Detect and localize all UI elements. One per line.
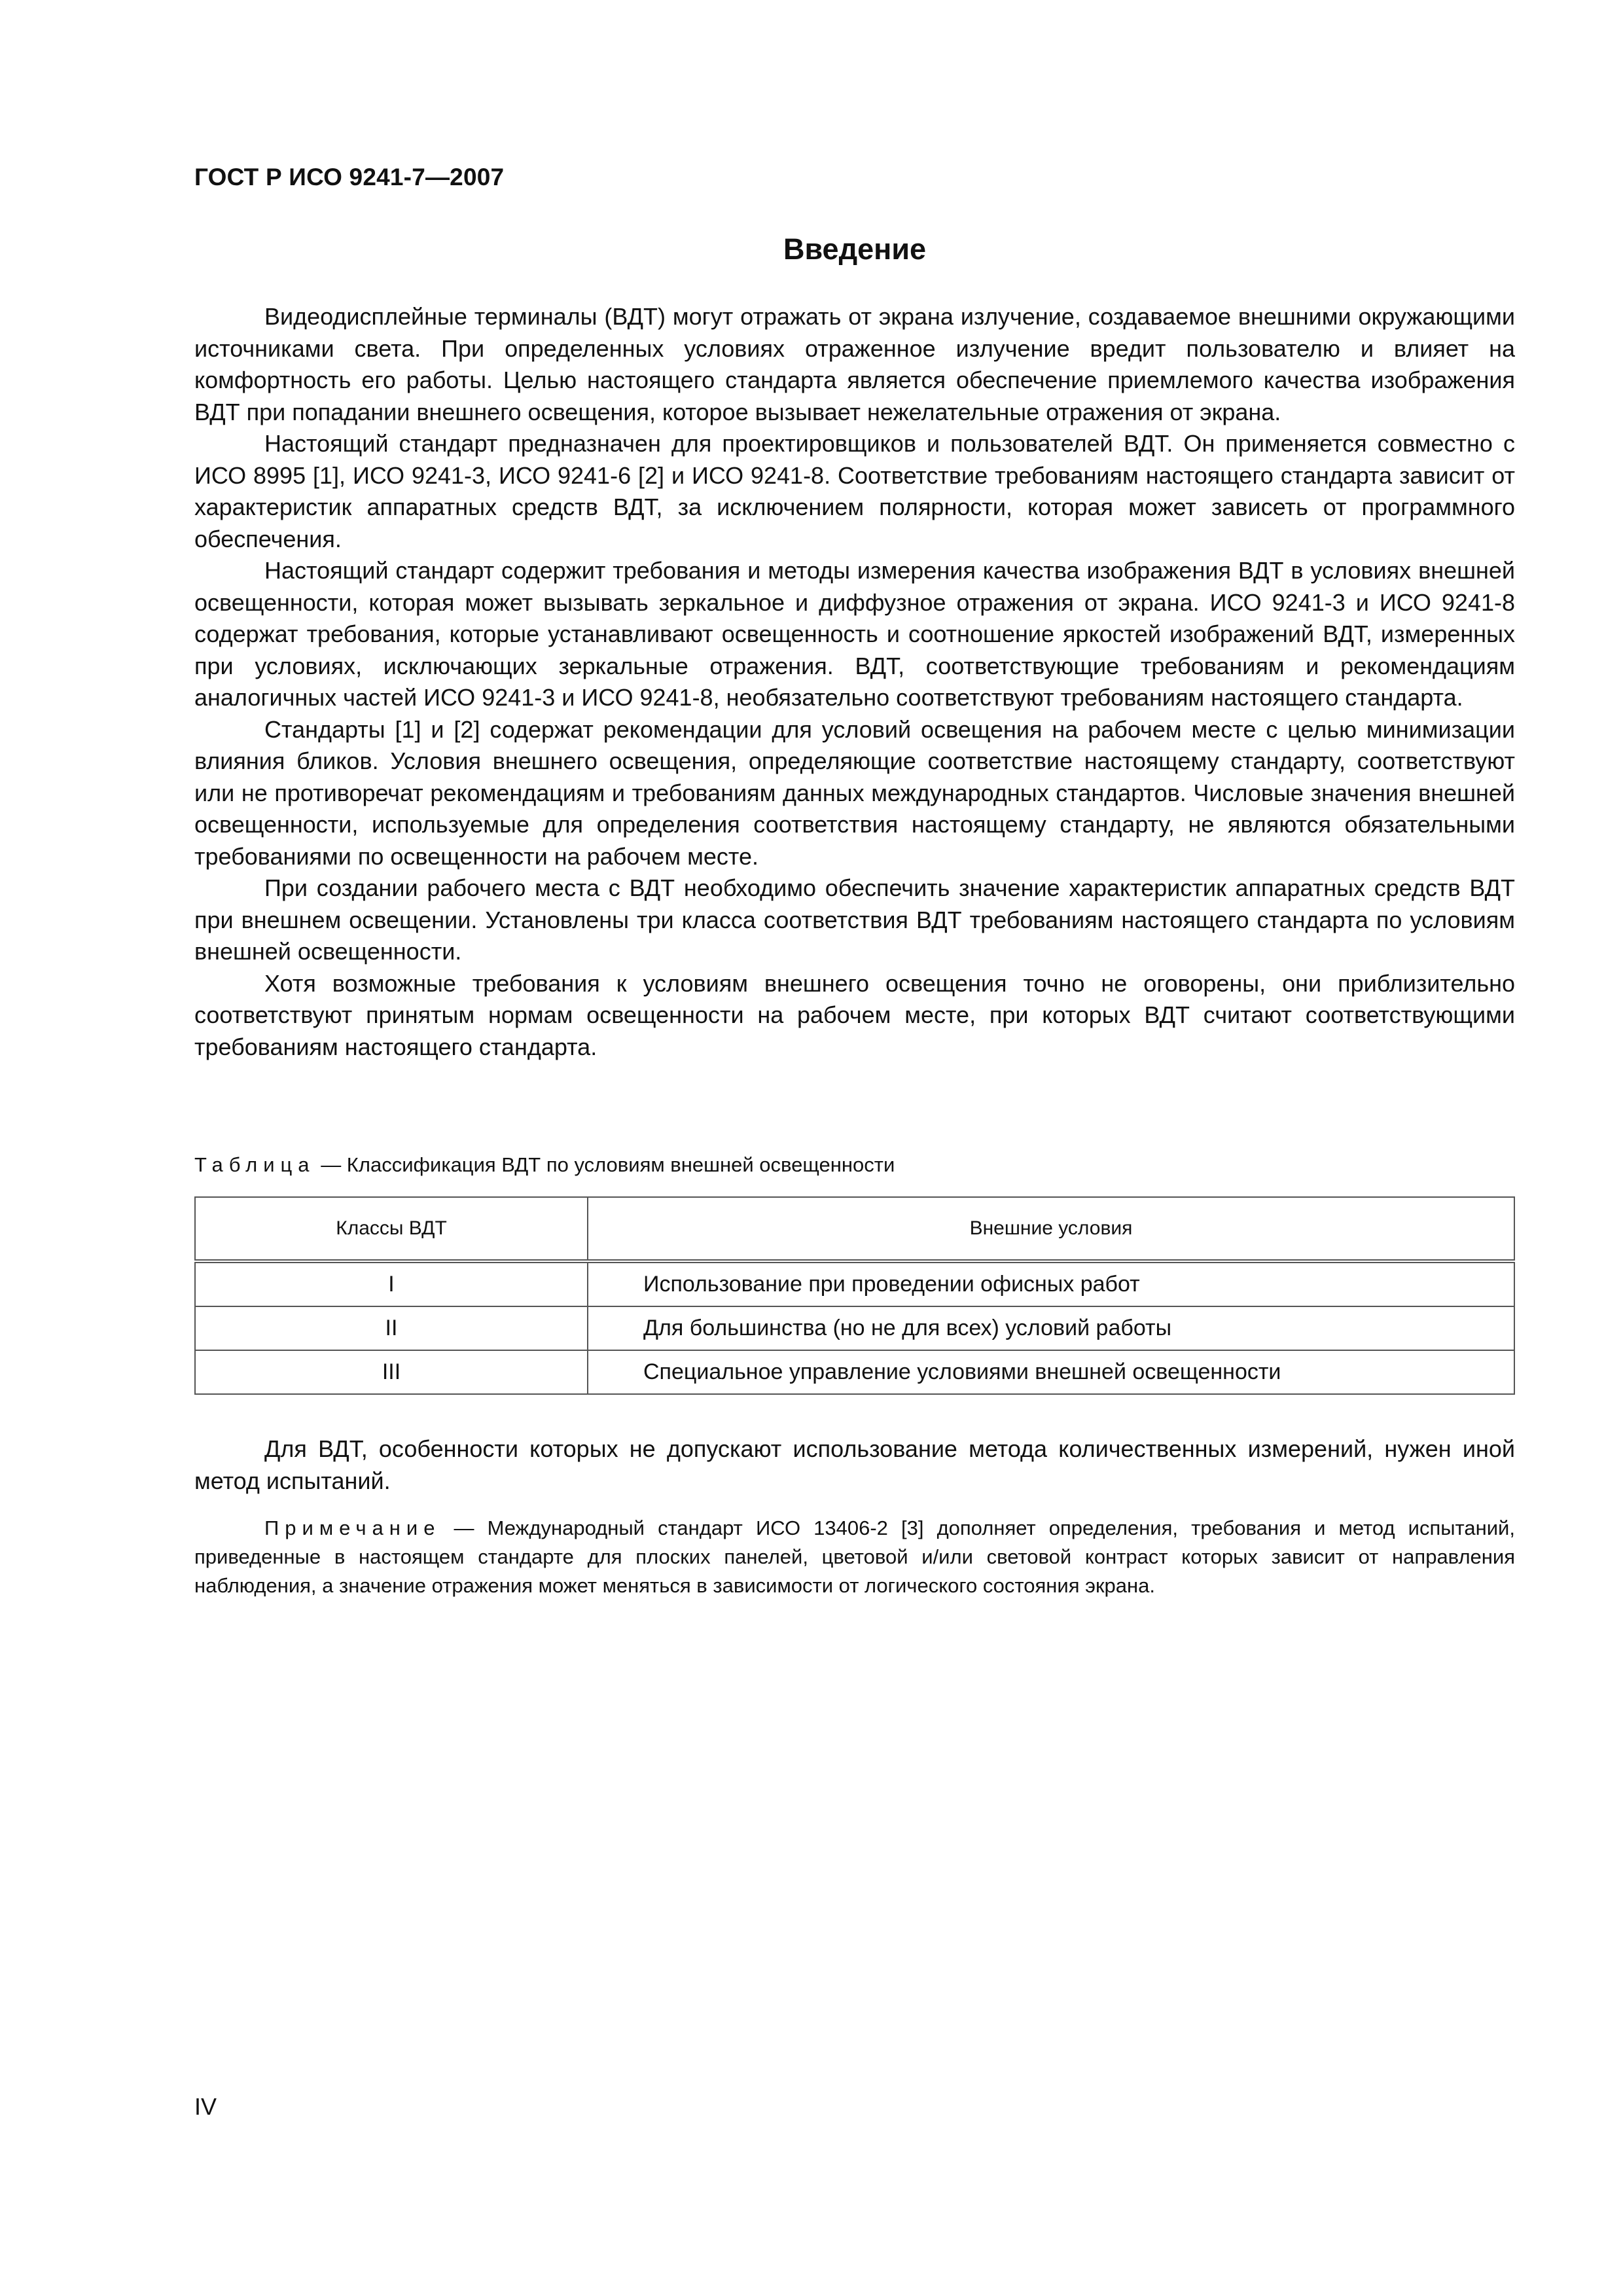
post-table-text [194,1433,1515,1497]
section-title: Введение [783,232,927,266]
column-header-conditions: Внешние условия [588,1197,1514,1261]
paragraph: Хотя возможные требования к условиям внешнего освещения точно не оговорены, они приблизительно соответствуют принятым нормам освещенности на рабочем месте, при которых ВДТ считают соответствующими требованиям настоящего стандарта. [194,969,1515,1060]
class-cell: II [195,1306,588,1350]
column-header-classes: Классы ВДТ [195,1197,588,1261]
paragraph: При создании рабочего места с ВДТ необходимо обеспечить значение характеристик аппаратных средств ВДТ при внешнем освещении. Установлены три класса соответствия ВДТ требованиям настоящего стандарта по условиям внешней освещенности. [194,874,1515,965]
table-header-row [195,1197,1514,1261]
condition-cell: Использование при проведении офисных работ [588,1261,1514,1306]
table-row [195,1306,1514,1350]
introduction-body [194,301,1515,1063]
note-paragraph [194,1514,1515,1600]
table-caption-text: — Классификация ВДТ по условиям внешней освещенности [321,1153,895,1176]
condition-cell: Специальное управление условиями внешней освещенности [588,1350,1514,1394]
table-row [195,1350,1514,1394]
table-row [195,1261,1514,1306]
class-cell: III [195,1350,588,1394]
paragraph: Стандарты [1] и [2] содержат рекомендации для условий освещения на рабочем месте с целью минимизации влияния бликов. Условия внешнего освещения, определяющие соответствие настоящему стандарту, соответствуют или не противоречат рекомендациям и требованиям данных международных стандартов. Числовые значения внешней освещенности, используемые для определения соответствия настоящему стандарту, не являются обязательными требованиями по освещенности на рабочем месте. [194,715,1515,870]
note-block [194,1514,1515,1600]
paragraph: Видеодисплейные терминалы (ВДТ) могут отражать от экрана излучение, создаваемое внешними окружающими источниками света. При определенных условиях отраженное излучение вредит пользователю и влияет на комфортность его работы. Целью настоящего стандарта является обеспечение приемлемого качества изображения ВДТ при попадании внешнего освещения, которое вызывает нежелательные отражения от экрана. [194,303,1515,425]
classification-table [194,1196,1515,1395]
paragraph: Для ВДТ, особенности которых не допускают использование метода количественных измерений, нужен иной метод испытаний. [194,1435,1515,1494]
document-id-header: ГОСТ Р ИСО 9241-7—2007 [194,164,505,190]
paragraph: Настоящий стандарт содержит требования и методы измерения качества изображения ВДТ в условиях внешней освещенности, которая может вызывать зеркальное и диффузное отражения от экрана. ИСО 9241-3 и ИСО 9241-8 содержат требования, которые устанавливают освещенность и соотношение яркостей изображений ВДТ, измеренных при условиях, исключающих зеркальные отражения. ВДТ, соответствующие требованиям и рекомендациям аналогичных частей ИСО 9241-3 и ИСО 9241-8, необязательно соответствуют требованиям настоящего стандарта. [194,557,1515,711]
paragraph: Настоящий стандарт предназначен для проектировщиков и пользователей ВДТ. Он применяется совместно с ИСО 8995 [1], ИСО 9241-3, ИСО 9241-6 [2] и ИСО 9241-8. Соответствие требованиям настоящего стандарта зависит от характеристик аппаратных средств ВДТ, за исключением полярности, которая может зависеть от программного обеспечения. [194,430,1515,552]
note-label: Примечание [264,1516,441,1539]
class-cell: I [195,1261,588,1306]
table-caption-label: Таблица [194,1153,315,1176]
page-number: IV [194,2093,217,2120]
note-text: — Международный стандарт ИСО 13406-2 [3] дополняет определения, требования и метод испытаний, приведенные в настоящем стандарте для плоских панелей, цветовой и/или световой контраст которых зависит от направления наблюдения, а значение отражения может меняться в зависимости от логического состояния экрана. [194,1516,1515,1597]
table-caption [194,1153,895,1177]
condition-cell: Для большинства (но не для всех) условий работы [588,1306,1514,1350]
